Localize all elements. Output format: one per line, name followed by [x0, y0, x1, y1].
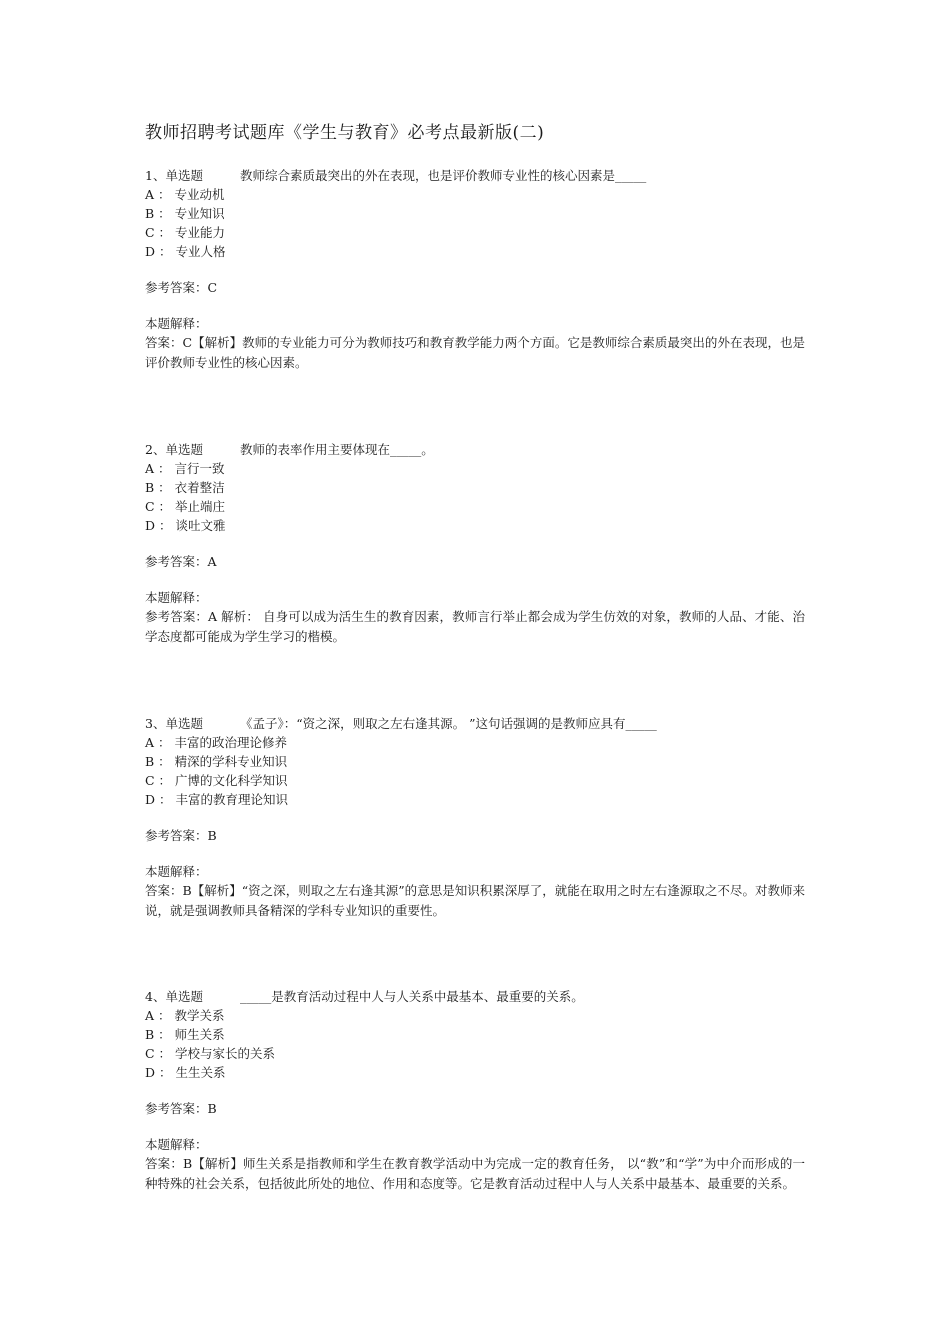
- option-b: B ： 专业知识: [145, 206, 225, 221]
- option-d: D ： 谈吐文雅: [145, 518, 226, 533]
- question-header: [145, 714, 815, 733]
- explanation-text: 答案：B【解析】师生关系是指教师和学生在教育教学活动中为完成一定的教育任务， 以“教”和“学”为中介而形成的一种特殊的社会关系，包括彼此所处的地位、作用和态度等。它是教育活动过程中人与人关系中最基本、最重要的关系。: [145, 1156, 805, 1191]
- page-title: 教师招聘考试题库《学生与教育》必考点最新版(二): [145, 123, 545, 143]
- option-b: B ： 精深的学科专业知识: [145, 754, 288, 769]
- option-c: C ： 举止端庄: [145, 499, 226, 514]
- explanation-label: 本题解释：: [145, 864, 208, 879]
- question-header: [145, 440, 815, 459]
- question-3: [145, 714, 815, 920]
- explanation-text: 参考答案：A 解析： 自身可以成为活生生的教育因素，教师言行举止都会成为学生仿效的对象，教师的人品、才能、治学态度都可能成为学生学习的楷模。: [145, 609, 805, 644]
- option-b: B ： 衣着整洁: [145, 480, 225, 495]
- option-b: B ： 师生关系: [145, 1027, 225, 1042]
- question-number: 1、单选题: [145, 168, 203, 183]
- question-1: [145, 166, 815, 372]
- option-c: C ： 广博的文化科学知识: [145, 773, 288, 788]
- question-stem: 教师综合素质最突出的外在表现，也是评价教师专业性的核心因素是_____: [240, 168, 647, 183]
- reference-answer: 参考答案：B: [145, 1101, 217, 1116]
- question-number: 3、单选题: [145, 716, 203, 731]
- question-stem: 教师的表率作用主要体现在_____。: [240, 442, 434, 457]
- explanation-text: 答案：C【解析】教师的专业能力可分为教师技巧和教育教学能力两个方面。它是教师综合素质最突出的外在表现，也是评价教师专业性的核心因素。: [145, 335, 805, 370]
- explanation-label: 本题解释：: [145, 316, 208, 331]
- option-c: C ： 专业能力: [145, 225, 226, 240]
- option-c: C ： 学校与家长的关系: [145, 1046, 276, 1061]
- question-header: [145, 166, 815, 185]
- explanation-label: 本题解释：: [145, 1137, 208, 1152]
- question-2: [145, 440, 815, 646]
- explanation-label: 本题解释：: [145, 590, 208, 605]
- question-4: [145, 987, 815, 1193]
- option-a: A ： 丰富的政治理论修养: [145, 735, 287, 750]
- option-d: D ： 专业人格: [145, 244, 226, 259]
- option-a: A ： 专业动机: [145, 187, 225, 202]
- option-a: A ： 言行一致: [145, 461, 225, 476]
- option-d: D ： 丰富的教育理论知识: [145, 792, 288, 807]
- option-a: A ： 教学关系: [145, 1008, 225, 1023]
- option-d: D ： 生生关系: [145, 1065, 226, 1080]
- reference-answer: 参考答案：C: [145, 280, 218, 295]
- question-stem: _____是教育活动过程中人与人关系中最基本、最重要的关系。: [240, 989, 584, 1004]
- question-number: 4、单选题: [145, 989, 203, 1004]
- reference-answer: 参考答案：B: [145, 828, 217, 843]
- question-number: 2、单选题: [145, 442, 203, 457]
- explanation-text: 答案：B【解析】“资之深，则取之左右逢其源”的意思是知识积累深厚了，就能在取用之时左右逢源取之不尽。对教师来说，就是强调教师具备精深的学科专业知识的重要性。: [145, 883, 805, 918]
- question-stem: 《孟子》：“资之深，则取之左右逢其源。 ”这句话强调的是教师应具有_____: [240, 716, 657, 731]
- question-header: [145, 987, 815, 1006]
- reference-answer: 参考答案：A: [145, 554, 217, 569]
